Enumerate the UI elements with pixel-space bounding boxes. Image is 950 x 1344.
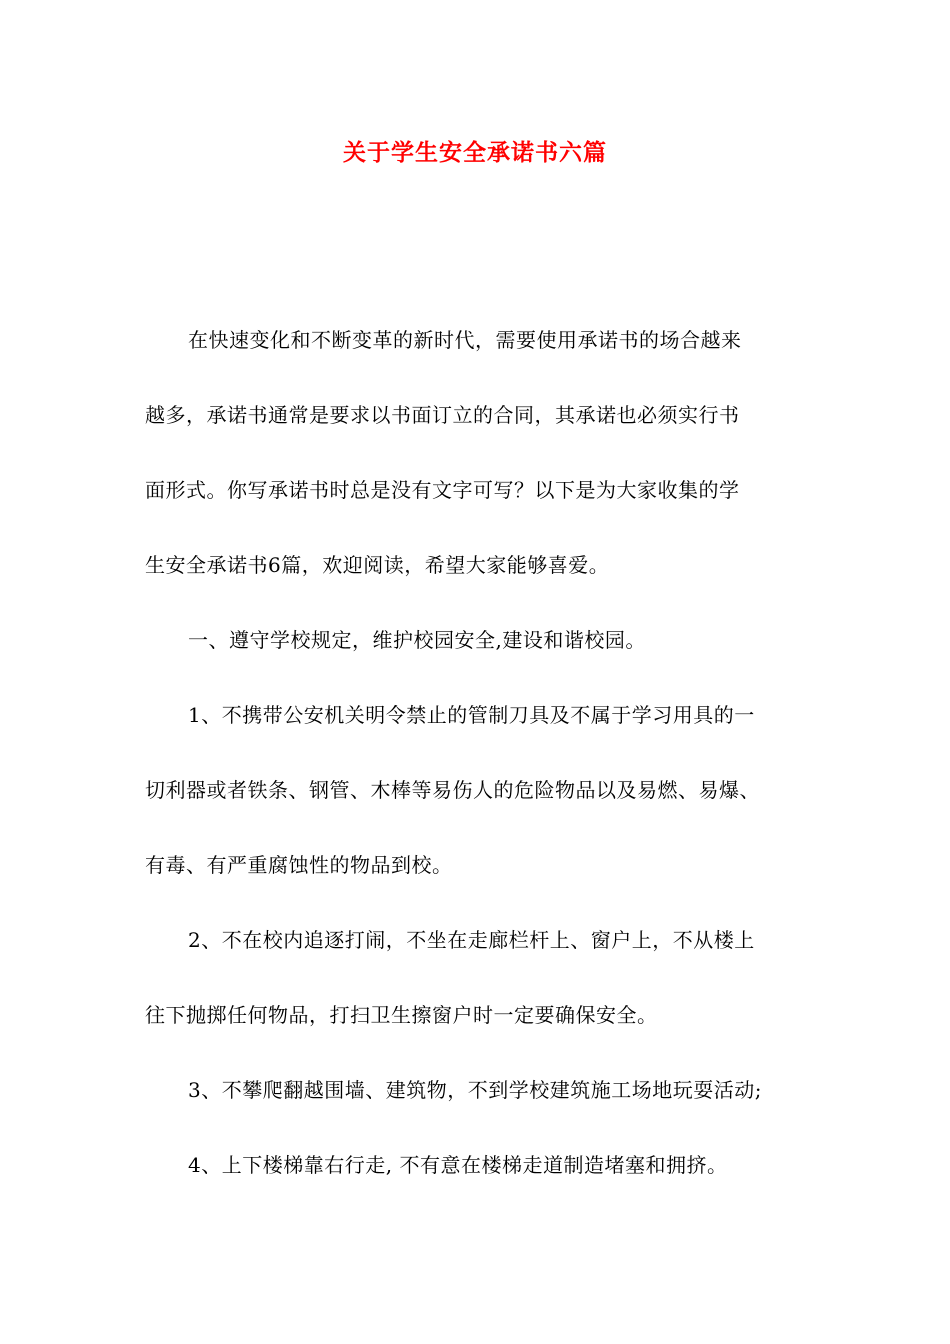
paragraph-line: 有毒、有严重腐蚀性的物品到校。 [145,853,453,877]
paragraph-line: 4、上下楼梯靠右行走, 不有意在楼梯走道制造堵塞和拥挤。 [188,1153,728,1177]
paragraph-line: 1、不携带公安机关明令禁止的管制刀具及不属于学习用具的一 [188,703,755,727]
paragraph-line: 在快速变化和不断变革的新时代，需要使用承诺书的场合越来 [188,328,742,352]
paragraph-line: 越多，承诺书通常是要求以书面订立的合同，其承诺也必须实行书 [145,403,740,427]
paragraph-line: 面形式。你写承诺书时总是没有文字可写？以下是为大家收集的学 [145,478,740,502]
document-title: 关于学生安全承诺书六篇 [343,139,607,166]
paragraph-line: 切利器或者铁条、钢管、木棒等易伤人的危险物品以及易燃、易爆、 [145,778,760,802]
paragraph-line: 3、不攀爬翻越围墙、建筑物，不到学校建筑施工场地玩耍活动; [188,1078,762,1102]
paragraph-line: 往下抛掷任何物品，打扫卫生擦窗户时一定要确保安全。 [145,1003,658,1027]
section-heading: 一、遵守学校规定，维护校园安全,建设和谐校园。 [188,628,646,652]
paragraph-line: 生安全承诺书6篇，欢迎阅读，希望大家能够喜爱。 [145,553,610,577]
paragraph-line: 2、不在校内追逐打闹，不坐在走廊栏杆上、窗户上，不从楼上 [188,928,755,952]
